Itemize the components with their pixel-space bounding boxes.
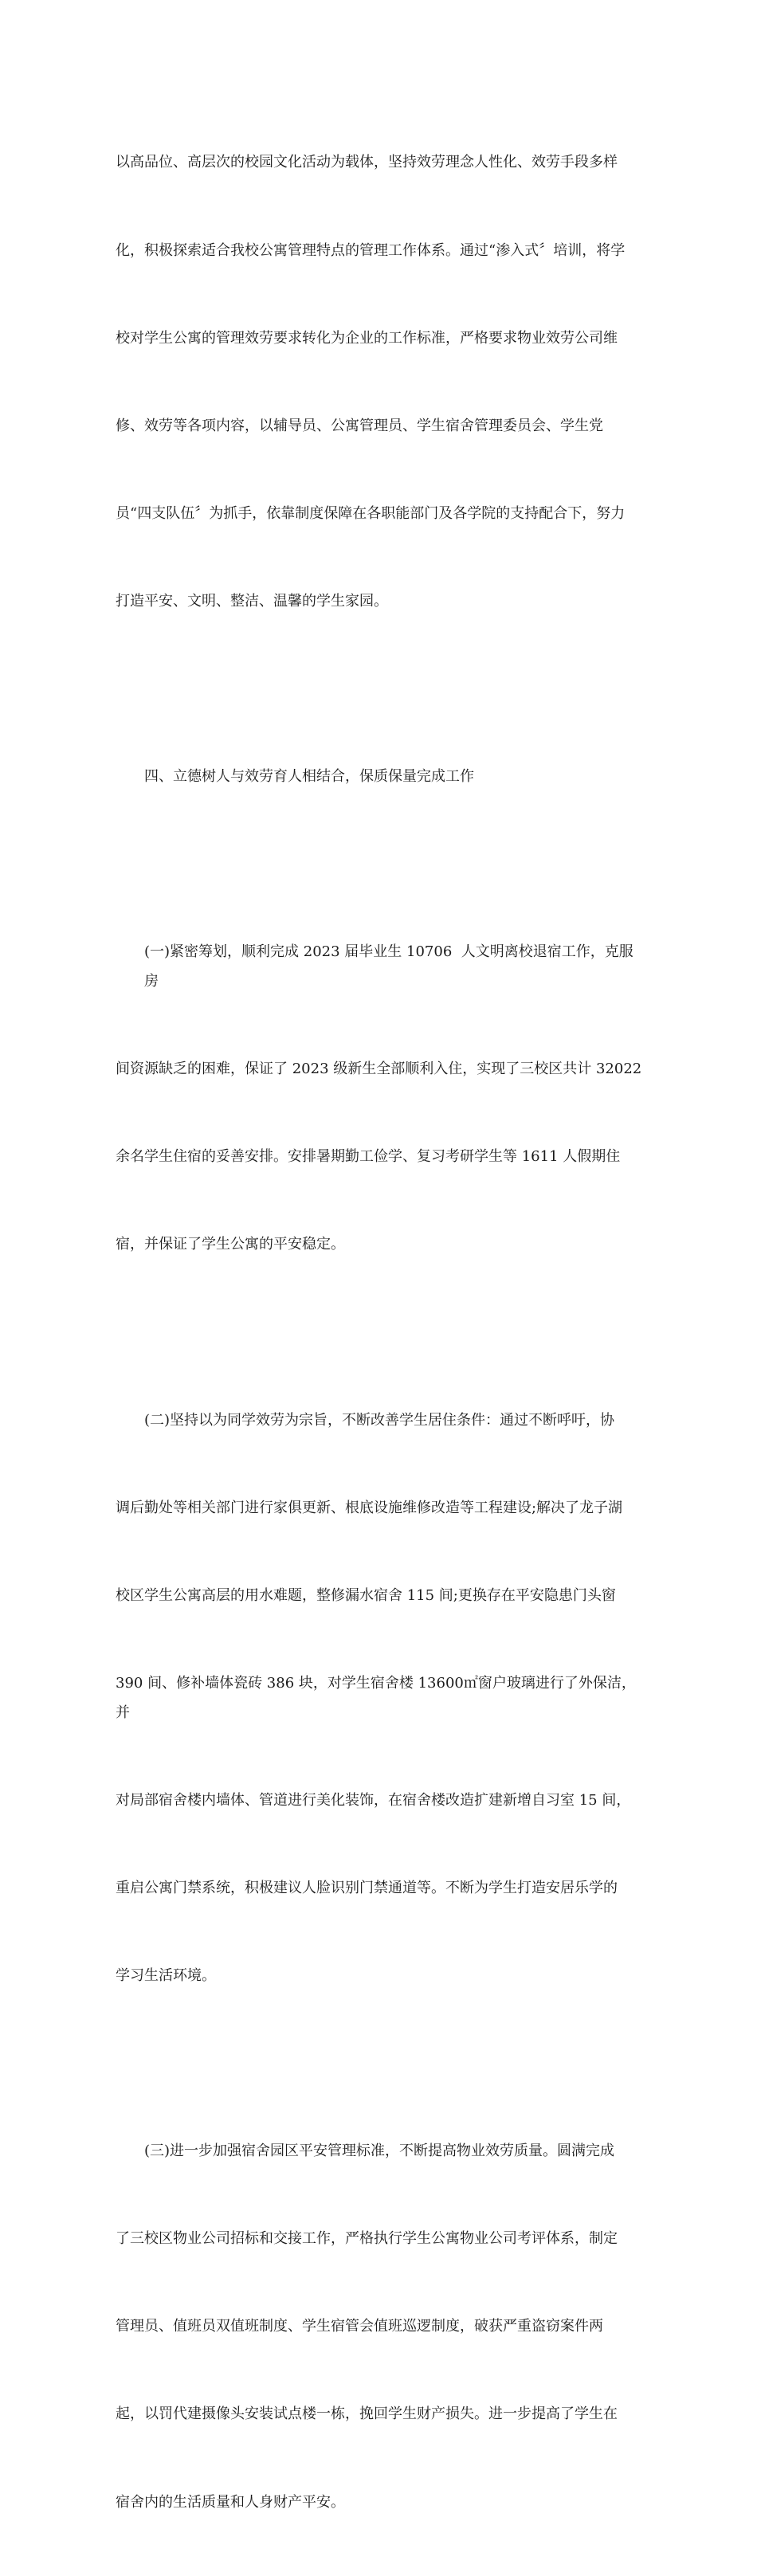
text-line: 起，以罚代建摄像头安装试点楼一栋，挽回学生财产损失。进一步提高了学生在 (116, 2405, 618, 2423)
text-line: 间资源缺乏的困难，保证了 2023 级新生全部顺利入住，实现了三校区共计 32022 (116, 1061, 642, 1078)
paragraph-gap (116, 850, 645, 880)
text-line: 打造平安、文明、整洁、温馨的学生家园。 (116, 592, 388, 610)
text-line: (三)进一步加强宿舍园区平安管理标准，不断提高物业效劳质量。圆满完成 (144, 2143, 615, 2160)
document-body (116, 90, 645, 2576)
text-line: 宿，并保证了学生公寓的平安稳定。 (116, 1236, 345, 1253)
paragraph-safety-management (116, 2079, 645, 2576)
paragraph-gap (116, 2049, 645, 2079)
text-line: 校区学生公寓高层的用水难题，整修漏水宿舍 115 间;更换存在平安隐患门头窗 (116, 1586, 616, 1604)
text-line: 管理员、值班员双值班制度、学生宿管会值班巡逻制度，破获严重盗窃案件两 (116, 2318, 603, 2335)
text-line: (二)坚持以为同学效劳为宗旨，不断改善学生居住条件：通过不断呼吁，协 (144, 1411, 615, 1429)
paragraph-graduates (116, 880, 645, 1319)
text-line: 余名学生住宿的妥善安排。安排暑期勤工俭学、复习考研学生等 1611 人假期住 (116, 1148, 621, 1166)
text-line: 宿舍内的生活质量和人身财产平安。 (116, 2493, 345, 2511)
text-line: 学习生活环境。 (116, 1966, 216, 1984)
paragraph-living-conditions (116, 1347, 645, 2049)
text-line: 化，积极探索适合我校公寓管理特点的管理工作体系。通过“渗入式〞培训，将学 (116, 241, 626, 259)
text-line: 调后勤处等相关部门进行家俱更新、根底设施维修改造等工程建设;解决了龙子湖 (116, 1499, 623, 1516)
paragraph-gap (116, 1319, 645, 1348)
text-line: 员“四支队伍〞为抓手，依靠制度保障在各职能部门及各学院的支持配合下，努力 (116, 504, 626, 522)
heading-line: 四、立德树人与效劳育人相结合，保质保量完成工作 (144, 768, 474, 786)
text-line: 以高品位、高层次的校园文化活动为载体，坚持效劳理念人性化、效劳手段多样 (116, 154, 618, 171)
paragraph-culture (116, 90, 645, 675)
text-line: 校对学生公寓的管理效劳要求转化为企业的工作标准，严格要求物业效劳公司维 (116, 329, 618, 347)
text-line: 390 间、修补墙体瓷砖 386 块，对学生宿舍楼 13600㎡窗户玻璃进行了外保洁，并 (116, 1674, 636, 1721)
section-heading-4 (116, 704, 645, 851)
text-line: 重启公寓门禁系统，积极建议人脸识别门禁通道等。不断为学生打造安居乐学的 (116, 1879, 618, 1896)
text-line: 了三校区物业公司招标和交接工作，严格执行学生公寓物业公司考评体系，制定 (116, 2230, 618, 2248)
paragraph-gap (116, 675, 645, 704)
text-line: 对局部宿舍楼内墙体、管道进行美化装饰，在宿舍楼改造扩建新增自习室 15 间， (116, 1791, 631, 1809)
text-line: (一)紧密筹划，顺利完成 2023 届毕业生 10706 人文明离校退宿工作，克服房 (144, 943, 633, 990)
text-line: 修、效劳等各项内容，以辅导员、公寓管理员、学生宿舍管理委员会、学生党 (116, 417, 603, 434)
